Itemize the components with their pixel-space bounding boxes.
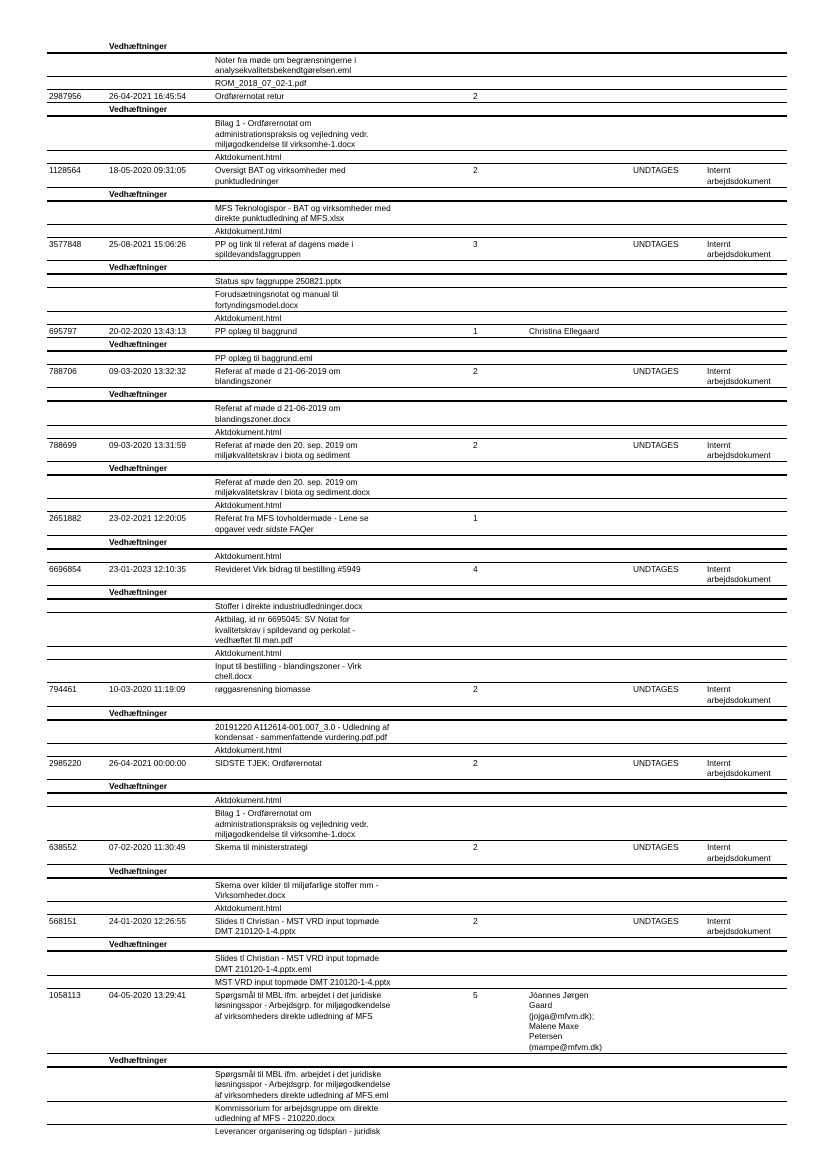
document-id: 2651882 (49, 513, 82, 524)
attachments-header-row (47, 937, 787, 951)
attachment-row (47, 351, 787, 364)
document-status: UNDTAGES (633, 563, 679, 574)
document-status: UNDTAGES (633, 916, 679, 927)
document-person: Christina Ellegaard (529, 325, 600, 336)
document-reason: Internt arbejdsdokument (707, 439, 771, 460)
document-date: 23-01-2023 12:10:35 (109, 563, 187, 574)
document-row (47, 163, 787, 186)
attachment-row (47, 659, 787, 682)
attachments-label: Vedhæftninger (109, 338, 168, 349)
document-pages: 2 (473, 916, 478, 927)
document-row (47, 511, 787, 534)
document-row (47, 562, 787, 585)
document-pages: 2 (473, 91, 478, 102)
attachment-row (47, 1067, 787, 1101)
document-title: Slides tl Christian - MST VRD input topmøde DMT 210120-1-4.pptx (215, 916, 379, 937)
attachment-filename: Aktdokument.html (215, 647, 282, 658)
attachment-row (47, 201, 787, 224)
document-status: UNDTAGES (633, 758, 679, 769)
attachment-filename: Kommissorium for arbejdsgruppe om direkte udledning af MFS - 210220.docx (215, 1102, 379, 1124)
document-pages: 2 (473, 684, 478, 695)
document-status: UNDTAGES (633, 684, 679, 695)
document-pages: 1 (473, 513, 478, 524)
document-title: Ordførernotat retur (215, 91, 285, 102)
document-id: 638552 (49, 842, 77, 853)
document-title: Revideret Virk bidrag til bestilling #5949 (215, 563, 361, 574)
attachment-row (47, 401, 787, 424)
document-row (47, 840, 787, 863)
attachment-row (47, 224, 787, 237)
document-row (47, 914, 787, 937)
attachments-label: Vedhæftninger (109, 587, 168, 598)
attachment-row (47, 1101, 787, 1124)
attachments-header-row (47, 337, 787, 351)
document-date: 04-05-2020 13:29:41 (109, 989, 187, 1000)
attachment-filename: 20191220 A112614-001.007_3.0 - Udledning af kondensat - sammenfattende vurdering.pdf.pdf (215, 721, 390, 743)
attachment-filename: MST VRD input topmøde DMT 210120-1-4.pptx (215, 976, 391, 987)
attachment-filename: Aktdokument.html (215, 500, 282, 511)
attachment-filename: Stoffer i direkte industriudledninger.docx (215, 601, 363, 612)
attachment-row (47, 646, 787, 659)
attachments-header-row (47, 535, 787, 549)
document-title: Spørgsmål til MBL ifm. arbejdet i det juridiske løsningsspor - Arbejdsgrp. for miljøgodkendelse af virksomheders direkte udledning af MFS (215, 989, 391, 1021)
document-date: 18-05-2020 09:31:05 (109, 165, 187, 176)
document-reason: Internt arbejdsdokument (707, 365, 771, 387)
document-pages: 5 (473, 989, 478, 1000)
attachments-label: Vedhæftninger (109, 536, 168, 547)
attachment-row (47, 793, 787, 806)
document-row (47, 237, 787, 260)
attachment-row (47, 549, 787, 562)
attachment-filename: Leverancer organisering og tidsplan - juridisk (215, 1126, 381, 1136)
attachment-filename: Spørgsmål til MBL ifm. arbejdet i det juridiske løsningsspor - Arbejdsgrp. for miljøgodkendelse af virksomheders direkte udledning af MFS.eml (215, 1068, 391, 1100)
attachment-filename: Referat af møde d 21-06-2019 om blandingszoner.docx (215, 403, 341, 424)
attachment-row (47, 1124, 787, 1137)
attachment-filename: Aktdokument.html (215, 795, 282, 806)
attachments-header-row (47, 187, 787, 201)
document-reason: Internt arbejdsdokument (707, 563, 771, 585)
document-date: 07-02-2020 11:30:49 (109, 842, 186, 853)
attachment-filename: PP oplæg til baggrund.eml (215, 352, 313, 363)
document-pages: 2 (473, 365, 478, 376)
document-title: røggasrensning biomasse (215, 684, 311, 695)
attachment-row (47, 743, 787, 756)
document-row (47, 988, 787, 1053)
document-id: 1128564 (49, 165, 81, 176)
document-reason: Internt arbejdsdokument (707, 916, 771, 937)
attachments-label: Vedhæftninger (109, 1054, 168, 1065)
document-id: 794461 (49, 684, 77, 695)
attachments-header-row (47, 461, 787, 475)
attachment-row (47, 287, 787, 310)
document-id: 568151 (49, 916, 77, 927)
attachment-row (47, 76, 787, 89)
document-row (47, 89, 787, 102)
document-table (47, 40, 787, 1137)
attachment-filename: MFS Teknologispor - BAT og virksomheder med direkte punktudledning af MFS.xlsx (215, 202, 391, 223)
document-date: 20-02-2020 13:43:13 (109, 325, 187, 336)
attachment-filename: Aktdokument.html (215, 745, 282, 756)
document-id: 2985220 (49, 758, 82, 769)
attachments-header-row (47, 706, 787, 720)
document-id: 788706 (49, 365, 77, 376)
document-row (47, 438, 787, 461)
attachments-header-row (47, 1053, 787, 1067)
attachments-label: Vedhæftninger (109, 188, 168, 199)
attachment-row (47, 612, 787, 646)
attachment-filename: Aktdokument.html (215, 152, 282, 163)
attachment-filename: Referat af møde den 20. sep. 2019 om miljøkvalitetskrav i biota og sediment.docx (215, 476, 370, 498)
attachment-filename: Aktdokument.html (215, 550, 282, 561)
attachments-label: Vedhæftninger (109, 104, 168, 115)
document-reason: Internt arbejdsdokument (707, 842, 771, 863)
document-pages: 2 (473, 758, 478, 769)
document-status: UNDTAGES (633, 165, 679, 176)
document-status: UNDTAGES (633, 365, 679, 376)
document-date: 09-03-2020 13:32:32 (109, 365, 187, 376)
attachments-label: Vedhæftninger (109, 262, 168, 273)
attachment-filename: Status spv faggruppe 250821.pptx (215, 276, 342, 287)
document-row (47, 756, 787, 779)
attachment-row (47, 274, 787, 287)
attachment-row (47, 599, 787, 612)
attachment-filename: Bilag 1 - Ordførernotat om administrationspraksis og vejledning vedr. miljøgodkendelse til virksomhe-1.docx (215, 118, 369, 150)
attachment-filename: Forudsætningsnotat og manual til fortyndingsmodel.docx (215, 289, 339, 310)
document-id: 1058113 (49, 989, 81, 1000)
attachment-filename: Aktdokument.html (215, 426, 282, 437)
document-status: UNDTAGES (633, 439, 679, 450)
document-person: Jóannes Jørgen Gaard (jojga@mfvm.dk); Malene Maxe Petersen (mampe@mfvm.dk) (529, 989, 602, 1052)
attachments-header-row (47, 102, 787, 116)
attachment-row (47, 878, 787, 901)
attachments-header-row (47, 585, 787, 599)
document-reason: Internt arbejdsdokument (707, 758, 771, 779)
attachments-header-row (47, 779, 787, 793)
attachments-label: Vedhæftninger (109, 707, 168, 718)
attachments-header-row (47, 387, 787, 401)
document-title: Referat af møde den 20. sep. 2019 om miljøkvalitetskrav i biota og sediment (215, 439, 358, 460)
document-pages: 2 (473, 165, 478, 176)
attachments-label: Vedhæftninger (109, 462, 168, 473)
document-title: PP oplæg til baggrund (215, 325, 297, 336)
document-reason: Internt arbejdsdokument (707, 238, 771, 260)
attachment-filename: Aktdokument.html (215, 225, 282, 236)
attachment-row (47, 901, 787, 914)
attachment-row (47, 498, 787, 511)
document-id: 3577848 (49, 238, 82, 249)
attachment-row (47, 150, 787, 163)
document-date: 10-03-2020 11:19:09 (109, 684, 186, 695)
document-date: 09-03-2020 13:31:59 (109, 439, 187, 450)
document-date: 23-02-2021 12:20:05 (109, 513, 187, 524)
attachment-row (47, 475, 787, 498)
attachment-filename: Input til bestilling - blandingszoner - Virk chell.docx (215, 660, 362, 682)
attachments-header-row (47, 40, 787, 53)
attachments-label: Vedhæftninger (109, 781, 168, 792)
document-date: 26-04-2021 00:00:00 (109, 758, 187, 769)
attachments-label: Vedhæftninger (109, 389, 168, 400)
attachment-filename: Slides tl Christian - MST VRD input topmøde DMT 210120-1-4.pptx.eml (215, 953, 379, 974)
attachment-row (47, 425, 787, 438)
document-id: 6696854 (49, 563, 82, 574)
document-pages: 1 (473, 325, 478, 336)
document-title: Skema til ministerstrategi (215, 842, 308, 853)
attachment-row (47, 975, 787, 988)
document-date: 24-01-2020 12:26:55 (109, 916, 187, 927)
attachment-filename: ROM_2018_07_02-1.pdf (215, 78, 307, 89)
document-pages: 3 (473, 238, 478, 249)
attachments-label: Vedhæftninger (109, 41, 168, 51)
attachments-label: Vedhæftninger (109, 939, 168, 950)
attachment-row (47, 951, 787, 974)
document-reason: Internt arbejdsdokument (707, 165, 771, 186)
document-reason: Internt arbejdsdokument (707, 684, 771, 705)
document-pages: 2 (473, 842, 478, 853)
attachment-row (47, 53, 787, 76)
document-id: 2987956 (49, 91, 82, 102)
attachment-filename: Noter fra møde om begrænsningerne i analysekvalitetsbekendtgørelsen.eml (215, 55, 357, 76)
document-pages: 4 (473, 563, 478, 574)
document-title: Referat fra MFS tovholdermøde - Lene se opgaver vedr sidste FAQer (215, 513, 369, 534)
attachment-filename: Aktbilag, id nr 6695045: SV Notat for kvalitetskrav i spildevand og perkolat - vedhæftet fil man.pdf (215, 614, 356, 645)
attachment-row (47, 806, 787, 840)
document-date: 26-04-2021 16:45:54 (109, 91, 187, 102)
attachments-label: Vedhæftninger (109, 865, 168, 876)
document-row (47, 682, 787, 705)
document-id: 695797 (49, 325, 77, 336)
attachment-row (47, 116, 787, 150)
document-date: 25-08-2021 15:06:26 (109, 238, 187, 249)
document-title: SIDSTE TJEK: Ordførernotat (215, 758, 322, 769)
document-title: Referat af møde d 21-06-2019 om blandingszoner (215, 365, 341, 387)
document-title: Oversigt BAT og virksomheder med punktudledninger (215, 165, 346, 186)
attachment-row (47, 720, 787, 743)
document-status: UNDTAGES (633, 238, 679, 249)
attachment-row (47, 311, 787, 324)
attachments-header-row (47, 260, 787, 274)
attachments-header-row (47, 864, 787, 878)
attachment-filename: Bilag 1 - Ordførernotat om administrationspraksis og vejledning vedr. miljøgodkendelse til virksomhe-1.docx (215, 808, 369, 840)
document-status: UNDTAGES (633, 842, 679, 853)
attachment-filename: Aktdokument.html (215, 312, 282, 323)
document-row (47, 324, 787, 337)
document-title: PP og link til referat af dagens møde i spildevandsfaggruppen (215, 238, 354, 260)
document-id: 788699 (49, 439, 77, 450)
document-pages: 2 (473, 439, 478, 450)
document-row (47, 364, 787, 387)
attachment-filename: Skema over kilder til miljøfarlige stoffer mm - Virksomheder.docx (215, 879, 379, 901)
attachment-filename: Aktdokument.html (215, 903, 282, 914)
